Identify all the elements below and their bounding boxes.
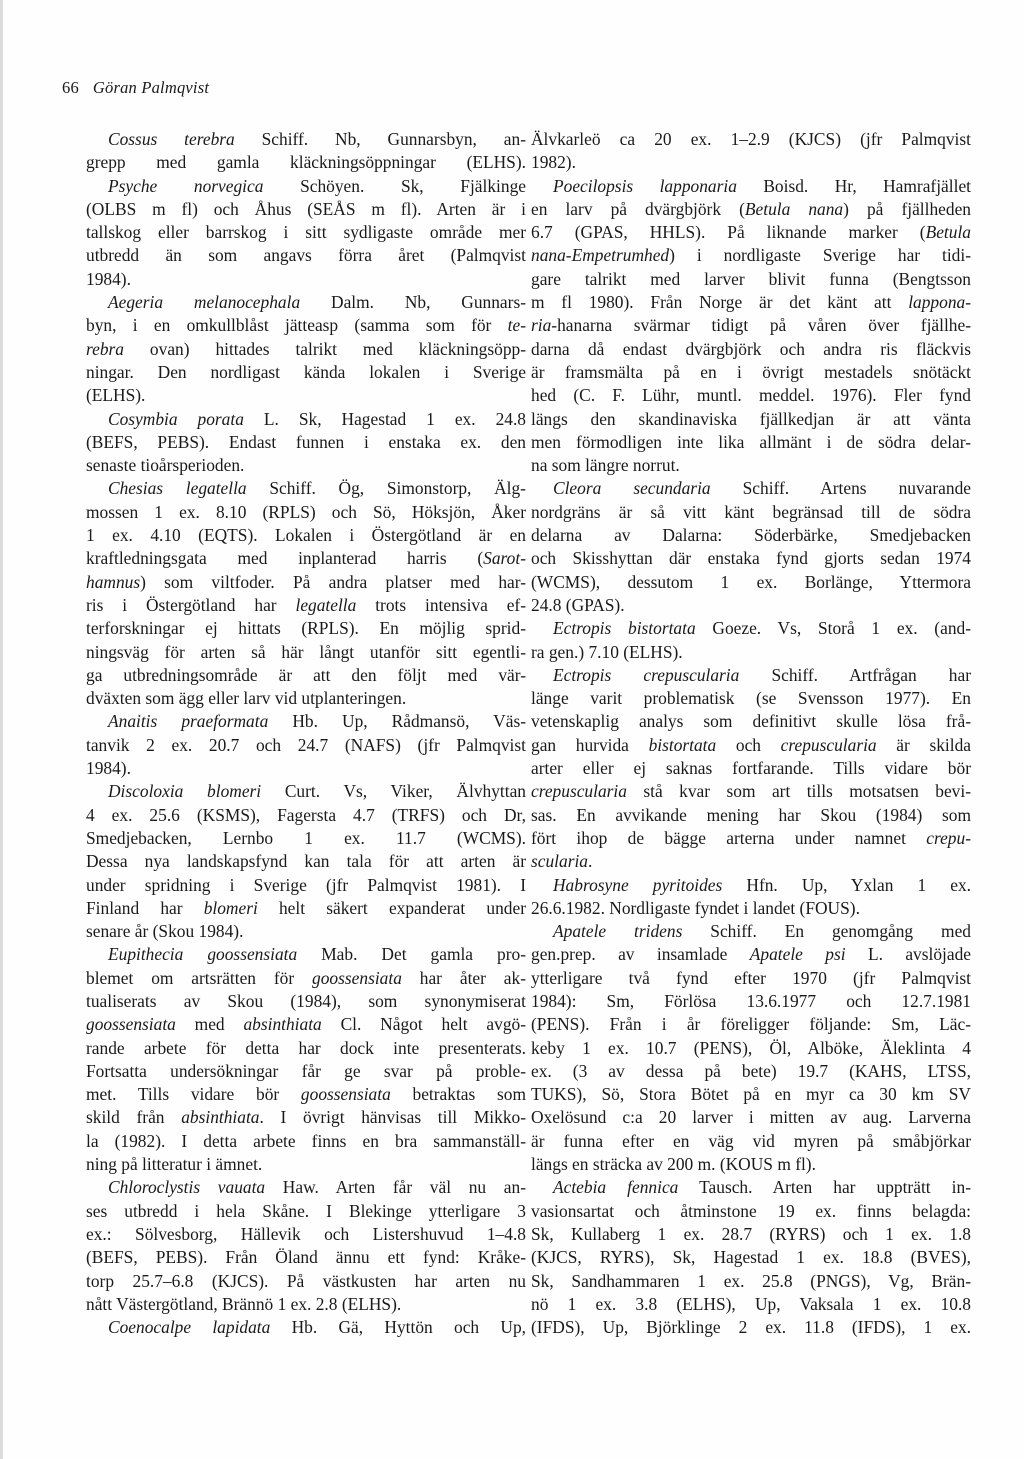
text-line: [531, 547, 971, 570]
text-line: [531, 710, 971, 733]
text-run: senare år (Skou 1984).: [86, 921, 244, 942]
text-line: [86, 1106, 526, 1129]
text-run: darna då endast dvärgbjörk och andra ris fläckvis: [531, 338, 971, 359]
text-line: [86, 943, 526, 966]
italic-term: Eupithecia goossensiata: [108, 944, 298, 965]
text-run: 1982).: [531, 152, 576, 173]
text-line: [86, 1293, 526, 1316]
text-line: [86, 1176, 526, 1199]
text-run: Schiff. Artens nuvarande: [710, 478, 971, 499]
italic-term: Ectropis crepuscularia: [553, 664, 740, 685]
text-line: [531, 1083, 971, 1106]
text-run: Hb. Gä, Hyttön och Up,: [270, 1317, 526, 1338]
text-run: ex.: Sölvesborg, Hällevik och Listershuvud 1–4.8: [86, 1223, 526, 1244]
text-run: Dalm. Nb, Gunnars-: [300, 292, 526, 313]
text-run: trots intensiva ef-: [356, 594, 526, 615]
italic-term: Chesias legatella: [108, 478, 247, 499]
text-line: [86, 291, 526, 314]
text-line: [531, 151, 971, 174]
text-run: men förmodligen inte lika allmänt i de södra delar-: [531, 431, 971, 452]
text-run: helt säkert expanderat under: [257, 897, 526, 918]
text-line: [86, 594, 526, 617]
text-run: (IFDS), Up, Björklinge 2 ex. 11.8 (IFDS), 1 ex.: [531, 1317, 971, 1338]
text-line: [86, 338, 526, 361]
text-run: Dessa nya landskapsfynd kan tala för att arten är: [86, 851, 526, 872]
text-run: nordgräns är så vitt känt begränsad till de södra: [531, 501, 971, 522]
text-run: -hanarna svärmar tidigt på våren över fjällhe-: [551, 315, 971, 336]
text-run: na som längre norrut.: [531, 455, 680, 476]
italic-term: Chloroclystis vauata: [108, 1177, 266, 1198]
text-line: [86, 128, 526, 151]
text-run: mossen 1 ex. 8.10 (RPLS) och Sö, Höksjön, Åker: [86, 501, 526, 522]
text-run: ningar. Den nordligast kända lokalen i Sverige: [86, 361, 526, 382]
text-line: [86, 501, 526, 524]
text-line: [531, 1223, 971, 1246]
text-run: en larv på dvärgbjörk (: [531, 198, 745, 219]
italic-term: rebra: [86, 338, 124, 359]
text-line: [86, 314, 526, 337]
text-run: ) som viltfoder. På andra platser med har-: [140, 571, 526, 592]
text-line: [86, 1060, 526, 1083]
text-line: [86, 850, 526, 873]
text-run: och: [716, 734, 781, 755]
text-line: [86, 198, 526, 221]
italic-term: absinthiata: [181, 1107, 260, 1128]
text-line: [86, 617, 526, 640]
italic-term: blomeri: [203, 897, 258, 918]
text-line: [86, 1153, 526, 1176]
text-run: nö 1 ex. 3.8 (ELHS), Up, Vaksala 1 ex. 10.8: [531, 1293, 971, 1314]
text-line: [531, 1060, 971, 1083]
italic-term: Habrosyne pyritoides: [553, 874, 723, 895]
text-run: Schiff. Nb, Gunnarsbyn, an-: [234, 129, 526, 149]
text-run: senaste tioårsperioden.: [86, 455, 245, 476]
text-run: Oxelösund c:a 20 larver i mitten av aug. Larverna: [531, 1107, 971, 1128]
text-run: betraktas som: [390, 1084, 526, 1105]
text-line: [531, 1153, 971, 1176]
text-run: rande arbete för detta har dock inte presenterats.: [86, 1037, 526, 1058]
italic-term: Anaitis praeformata: [108, 711, 269, 732]
italic-term: Psyche norvegica: [108, 175, 264, 196]
text-line: [531, 1316, 971, 1339]
text-run: med: [175, 1014, 244, 1035]
text-line: [531, 1270, 971, 1293]
text-run: arter eller ej saknas fortfarande. Tills vidare bör: [531, 758, 971, 779]
text-line: [531, 990, 971, 1013]
text-run: . I övrigt hänvisas till Mikko-: [259, 1107, 526, 1128]
text-line: [531, 874, 971, 897]
text-run: keby 1 ex. 10.7 (PENS), Öl, Alböke, Äleklinta 4: [531, 1037, 971, 1058]
text-line: [86, 454, 526, 477]
text-run: tualiserats av Skou (1984), som synonymiserat: [86, 990, 526, 1011]
text-line: [86, 734, 526, 757]
text-run: under spridning i Sverige (jfr Palmqvist 1981). I: [86, 874, 526, 895]
italic-term: Apatele tridens: [553, 921, 683, 942]
text-run: och Skisshyttan där enstaka fynd gjorts sedan 1974: [531, 548, 971, 569]
text-line: [86, 1246, 526, 1269]
text-line: [86, 687, 526, 710]
text-line: [86, 804, 526, 827]
text-run: Cl. Något helt avgö-: [321, 1014, 526, 1035]
text-line: [86, 967, 526, 990]
text-run: blemet om artsrätten för: [86, 967, 313, 988]
text-line: [531, 757, 971, 780]
text-run: Hfn. Up, Yxlan 1 ex.: [722, 874, 971, 895]
text-run: ovan) hittades talrikt med kläckningsöpp-: [124, 338, 526, 359]
text-run: Älvkarleö ca 20 ex. 1–2.9 (KJCS) (jfr Palmqvist: [531, 129, 971, 149]
text-line: [531, 361, 971, 384]
text-run: (WCMS), dessutom 1 ex. Borlänge, Yttermora: [531, 571, 971, 592]
text-line: [86, 384, 526, 407]
italic-term: Discoloxia blomeri: [108, 781, 262, 802]
text-run: Haw. Arten får väl nu an-: [265, 1177, 526, 1198]
italic-term: te-: [507, 315, 526, 336]
text-line: [531, 897, 971, 920]
text-run: skild från: [86, 1107, 182, 1128]
text-run: TUKS), Sö, Stora Bötet på en myr ca 30 km SV: [531, 1084, 971, 1105]
text-run: tallskog eller barrskog i sitt sydligaste område mer: [86, 222, 526, 243]
running-author: Göran Palmqvist: [92, 78, 210, 97]
text-line: [531, 221, 971, 244]
text-line: [531, 967, 971, 990]
italic-term: Cossus terebra: [108, 129, 235, 149]
text-line: [86, 780, 526, 803]
text-line: [86, 431, 526, 454]
text-run: har åter ak-: [401, 967, 526, 988]
text-line: [531, 384, 971, 407]
text-run: Sk, Kullaberg 1 ex. 28.7 (RYRS) och 1 ex. 1.8: [531, 1223, 971, 1244]
text-line: [531, 664, 971, 687]
text-run: m fl 1980). Från Norge är det känt att: [531, 292, 909, 313]
italic-term: scularia: [531, 851, 589, 872]
text-line: [531, 780, 971, 803]
text-line: [86, 827, 526, 850]
running-header: [62, 78, 209, 98]
text-line: [531, 571, 971, 594]
text-line: [531, 175, 971, 198]
text-line: [86, 1013, 526, 1036]
text-line: [86, 244, 526, 267]
text-run: met. Tills vidare bör: [86, 1084, 301, 1105]
text-line: [531, 1176, 971, 1199]
italic-term: Cosymbia porata: [108, 408, 244, 429]
text-line: [86, 710, 526, 733]
left-text-column: [86, 128, 526, 1339]
italic-term: goossensiata: [300, 1084, 391, 1105]
text-run: terforskningar ej hittats (RPLS). En möjlig sprid-: [86, 618, 526, 639]
text-line: [531, 1037, 971, 1060]
text-run: Schöyen. Sk, Fjälkinge: [263, 175, 526, 196]
text-run: Goeze. Vs, Storå 1 ex. (and-: [695, 618, 971, 639]
text-line: [531, 1130, 971, 1153]
text-line: [531, 804, 971, 827]
text-run: torp 25.7–6.8 (KJCS). På västkusten har arten nu: [86, 1270, 526, 1291]
text-line: [531, 920, 971, 943]
text-run: nått Västergötland, Brännö 1 ex. 2.8 (ELHS).: [86, 1293, 402, 1314]
text-line: [531, 734, 971, 757]
text-run: 4 ex. 25.6 (KSMS), Fagersta 4.7 (TRFS) och Dr,: [86, 804, 526, 825]
text-run: (BEFS, PEBS). Från Öland ännu ett fynd: Kråke-: [86, 1247, 526, 1268]
text-run: (PENS). Från i år föreligger följande: Sm, Läc-: [531, 1014, 971, 1035]
italic-term: crepuscularia: [531, 781, 627, 802]
text-run: Sk, Sandhammaren 1 ex. 25.8 (PNGS), Vg, Brän-: [531, 1270, 971, 1291]
text-line: [531, 1013, 971, 1036]
text-run: Schiff. Artfrågan har: [739, 664, 971, 685]
text-line: [86, 361, 526, 384]
text-run: sas. En avvikande mening har Skou (1984) som: [531, 804, 971, 825]
text-line: [86, 1223, 526, 1246]
text-run: 1984).: [86, 268, 131, 289]
italic-term: Actebia fennica: [553, 1177, 679, 1198]
text-line: [531, 687, 971, 710]
italic-term: goossensiata: [86, 1014, 176, 1035]
text-line: [86, 151, 526, 174]
text-run: Hb. Up, Rådmansö, Väs-: [268, 711, 526, 732]
italic-term: Aegeria melanocephala: [108, 292, 301, 313]
text-line: [531, 244, 971, 267]
text-run: Curt. Vs, Viker, Älvhyttan: [261, 781, 526, 802]
text-run: längs en sträcka av 200 m. (KOUS m fl).: [531, 1154, 816, 1175]
text-line: [531, 1293, 971, 1316]
italic-term: bistortata: [648, 734, 717, 755]
text-run: gen.prep. av insamlade: [531, 944, 750, 965]
text-line: [531, 617, 971, 640]
italic-term: ria: [531, 315, 552, 336]
text-run: la (1982). I detta arbete finns en bra sammanställ-: [86, 1130, 526, 1151]
text-run: ses utbredd i hela Skåne. I Blekinge ytterligare 3: [86, 1200, 526, 1221]
italic-term: crepuscularia: [780, 734, 877, 755]
text-run: delarna av Dalarna: Söderbärke, Smedjebacken: [531, 525, 971, 546]
text-run: 1 ex. 4.10 (EQTS). Lokalen i Östergötland är en: [86, 525, 526, 546]
text-run: Finland har: [86, 897, 204, 918]
text-run: Boisd. Hr, Hamrafjället: [736, 175, 971, 196]
text-line: [86, 571, 526, 594]
text-line: [86, 408, 526, 431]
text-run: ) på fjällheden: [843, 198, 971, 219]
text-line: [531, 128, 971, 151]
text-run: (KJCS, RYRS), Sk, Hagestad 1 ex. 18.8 (BVES),: [531, 1247, 971, 1268]
text-run: fört ihop de bägge arterna under namnet: [531, 827, 927, 848]
text-run: ningsväg för arten så här långt utanför sitt egentli-: [86, 641, 526, 662]
text-run: 26.6.1982. Nordligaste fyndet i landet (FOUS).: [531, 897, 860, 918]
text-run: L. Sk, Hagestad 1 ex. 24.8: [243, 408, 526, 429]
text-line: [86, 175, 526, 198]
text-run: vetenskaplig analys som definitivt skulle lösa frå-: [531, 711, 971, 732]
text-run: är framsmälta på en i övrigt mestadels snötäckt: [531, 361, 971, 382]
text-line: [86, 1316, 526, 1339]
text-run: 1984): Sm, Förlösa 13.6.1977 och 12.7.1981: [531, 990, 971, 1011]
text-line: [86, 990, 526, 1013]
text-line: [531, 501, 971, 524]
italic-term: Sarot-: [483, 548, 526, 569]
text-run: ga utbredningsområde är att den följt med vär-: [86, 664, 526, 685]
text-line: [86, 1200, 526, 1223]
text-run: tanvik 2 ex. 20.7 och 24.7 (NAFS) (jfr Palmqvist: [86, 734, 526, 755]
text-line: [86, 524, 526, 547]
text-line: [86, 641, 526, 664]
text-line: [531, 314, 971, 337]
text-line: [531, 268, 971, 291]
text-line: [86, 664, 526, 687]
text-line: [531, 524, 971, 547]
text-line: [531, 1246, 971, 1269]
italic-term: Poecilopsis lapponaria: [553, 175, 737, 196]
text-line: [86, 757, 526, 780]
text-line: [531, 1106, 971, 1129]
text-line: [531, 477, 971, 500]
text-run: .: [588, 851, 593, 872]
text-run: ) i nordligaste Sverige har tidi-: [669, 245, 971, 266]
text-run: ra gen.) 7.10 (ELHS).: [531, 641, 683, 662]
text-run: L. avslöjade: [845, 944, 971, 965]
italic-term: nana-Empetrumhed: [531, 245, 670, 266]
italic-term: legatella: [295, 594, 357, 615]
italic-term: lappona-: [908, 292, 971, 313]
text-line: [531, 338, 971, 361]
text-run: ytterligare två fynd efter 1970 (jfr Palmqvist: [531, 967, 971, 988]
text-line: [86, 1037, 526, 1060]
text-line: [86, 547, 526, 570]
text-line: [86, 477, 526, 500]
text-run: (OLBS m fl) och Åhus (SEÅS m fl). Arten är i: [86, 198, 526, 219]
text-run: Fortsatta undersökningar får ge svar på proble-: [86, 1060, 526, 1081]
italic-term: Cleora secundaria: [553, 478, 711, 499]
text-line: [531, 943, 971, 966]
text-line: [531, 594, 971, 617]
text-line: [86, 1083, 526, 1106]
text-line: [531, 641, 971, 664]
text-run: hed (C. F. Lühr, muntl. meddel. 1976). Fler fynd: [531, 385, 971, 406]
text-run: kraftledningsgata med inplanterad harris (: [86, 548, 484, 569]
text-line: [531, 827, 971, 850]
text-line: [531, 454, 971, 477]
text-run: länge varit problematisk (se Svensson 1977). En: [531, 688, 971, 709]
text-run: Tausch. Arten har uppträtt in-: [678, 1177, 971, 1198]
italic-term: hamnus: [86, 571, 141, 592]
italic-term: Ectropis bistortata: [553, 618, 696, 639]
text-line: [86, 268, 526, 291]
text-run: längs den skandinaviska fjällkedjan är att vänta: [531, 408, 971, 429]
text-line: [531, 850, 971, 873]
text-run: är skilda: [876, 734, 971, 755]
italic-term: crepu-: [926, 827, 971, 848]
text-line: [86, 1270, 526, 1293]
text-run: Smedjebacken, Lernbo 1 ex. 11.7 (WCMS).: [86, 827, 526, 848]
text-line: [86, 920, 526, 943]
text-run: byn, i en omkullblåst jätteasp (samma som för: [86, 315, 508, 336]
text-run: grepp med gamla kläckningsöppningar (ELHS).: [86, 152, 526, 173]
text-run: 24.8 (GPAS).: [531, 594, 625, 615]
text-run: gan hurvida: [531, 734, 649, 755]
text-line: [86, 897, 526, 920]
text-run: Schiff. Ög, Simonstorp, Älg-: [246, 478, 526, 499]
text-run: ex. (3 av dessa på bete) 19.7 (KAHS, LTSS,: [531, 1060, 971, 1081]
text-run: Mab. Det gamla pro-: [297, 944, 526, 965]
text-run: 6.7 (GPAS, HHLS). På liknande marker (: [531, 222, 926, 243]
text-run: ris i Östergötland har: [86, 594, 296, 615]
text-run: vasionsartat och åtminstone 19 ex. finns belagda:: [531, 1200, 971, 1221]
text-line: [86, 221, 526, 244]
italic-term: Betula nana: [744, 198, 844, 219]
text-run: ning på litteratur i ämnet.: [86, 1154, 263, 1175]
text-run: gare talrikt med larver blivit funna (Bengtsson: [531, 268, 971, 289]
text-line: [531, 431, 971, 454]
text-line: [86, 874, 526, 897]
text-run: stå kvar som art tills motsatsen bevi-: [626, 781, 971, 802]
text-run: Schiff. En genomgång med: [682, 921, 971, 942]
text-run: (ELHS).: [86, 385, 146, 406]
text-run: 1984).: [86, 758, 131, 779]
italic-term: Apatele psi: [749, 944, 846, 965]
text-run: är funna efter en väg vid myren på småbjörkar: [531, 1130, 971, 1151]
text-line: [531, 1200, 971, 1223]
italic-term: absinthiata: [243, 1014, 322, 1035]
italic-term: Betula: [925, 222, 971, 243]
text-run: (BEFS, PEBS). Endast funnen i enstaka ex. den: [86, 431, 526, 452]
text-run: utbredd än som angavs förra året (Palmqvist: [86, 245, 526, 266]
text-line: [531, 291, 971, 314]
text-line: [86, 1130, 526, 1153]
text-line: [531, 408, 971, 431]
italic-term: goossensiata: [312, 967, 402, 988]
text-line: [531, 198, 971, 221]
right-text-column: [531, 128, 971, 1339]
page-edge-shadow: [0, 0, 3, 1459]
italic-term: Coenocalpe lapidata: [108, 1317, 271, 1338]
text-run: dväxten som ägg eller larv vid utplanteringen.: [86, 688, 407, 709]
page-number: 66: [62, 78, 79, 97]
